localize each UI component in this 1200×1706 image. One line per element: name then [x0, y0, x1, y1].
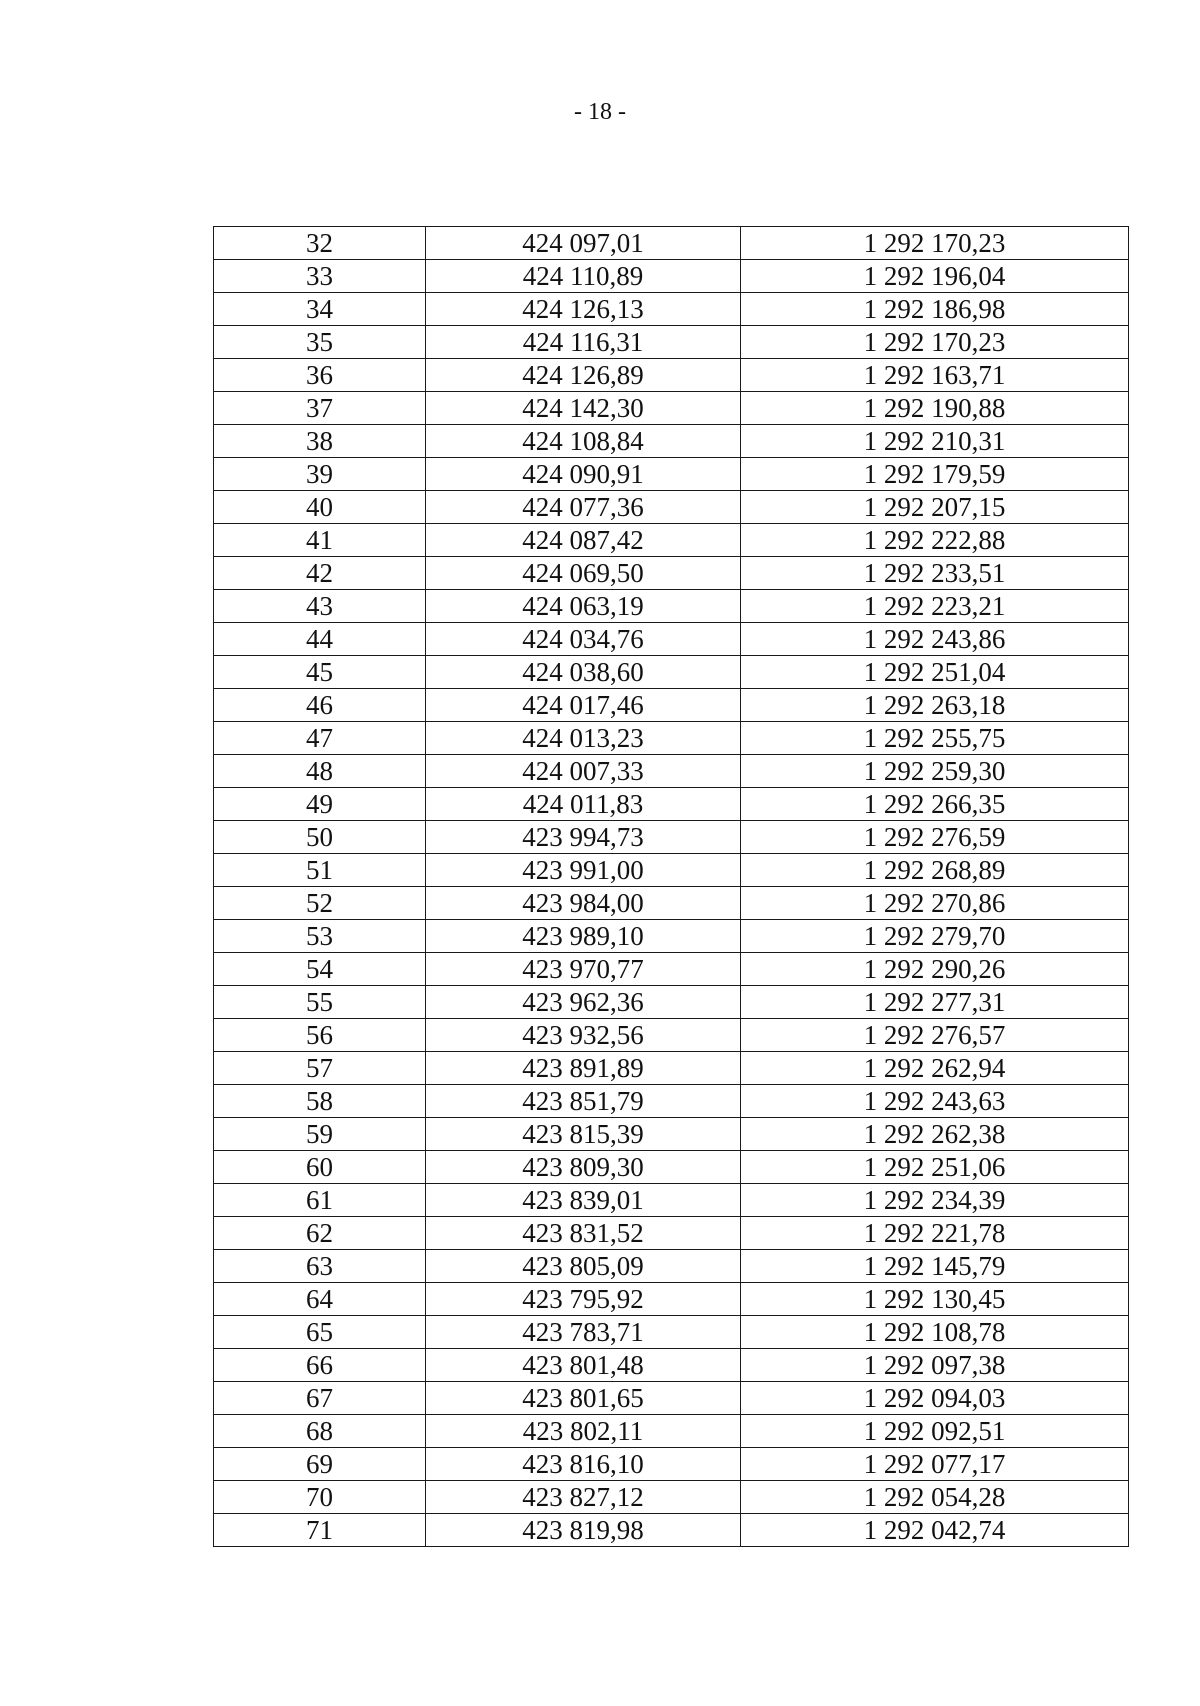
point-number-cell: 51: [214, 854, 426, 887]
table-row: [214, 293, 1129, 326]
x-coordinate-cell: 424 110,89: [426, 260, 741, 293]
table-row: [214, 1382, 1129, 1415]
x-coordinate-cell: 424 011,83: [426, 788, 741, 821]
table-row: [214, 689, 1129, 722]
point-number-cell: 63: [214, 1250, 426, 1283]
table-row: [214, 1052, 1129, 1085]
table-row: [214, 1151, 1129, 1184]
table-row: [214, 788, 1129, 821]
point-number-cell: 41: [214, 524, 426, 557]
point-number-cell: 62: [214, 1217, 426, 1250]
table-row: [214, 1514, 1129, 1547]
x-coordinate-cell: 424 142,30: [426, 392, 741, 425]
x-coordinate-cell: 423 815,39: [426, 1118, 741, 1151]
y-coordinate-cell: 1 292 042,74: [741, 1514, 1129, 1547]
x-coordinate-cell: 424 126,13: [426, 293, 741, 326]
y-coordinate-cell: 1 292 266,35: [741, 788, 1129, 821]
x-coordinate-cell: 423 783,71: [426, 1316, 741, 1349]
y-coordinate-cell: 1 292 170,23: [741, 326, 1129, 359]
point-number-cell: 68: [214, 1415, 426, 1448]
point-number-cell: 53: [214, 920, 426, 953]
point-number-cell: 39: [214, 458, 426, 491]
table-row: [214, 656, 1129, 689]
table-row: [214, 1448, 1129, 1481]
y-coordinate-cell: 1 292 268,89: [741, 854, 1129, 887]
x-coordinate-cell: 424 116,31: [426, 326, 741, 359]
y-coordinate-cell: 1 292 262,38: [741, 1118, 1129, 1151]
y-coordinate-cell: 1 292 243,86: [741, 623, 1129, 656]
y-coordinate-cell: 1 292 077,17: [741, 1448, 1129, 1481]
table-row: [214, 491, 1129, 524]
table-row: [214, 227, 1129, 260]
y-coordinate-cell: 1 292 276,57: [741, 1019, 1129, 1052]
table-row: [214, 854, 1129, 887]
x-coordinate-cell: 423 851,79: [426, 1085, 741, 1118]
point-number-cell: 38: [214, 425, 426, 458]
y-coordinate-cell: 1 292 270,86: [741, 887, 1129, 920]
point-number-cell: 64: [214, 1283, 426, 1316]
point-number-cell: 56: [214, 1019, 426, 1052]
x-coordinate-cell: 424 126,89: [426, 359, 741, 392]
y-coordinate-cell: 1 292 262,94: [741, 1052, 1129, 1085]
y-coordinate-cell: 1 292 097,38: [741, 1349, 1129, 1382]
x-coordinate-cell: 424 063,19: [426, 590, 741, 623]
table-row: [214, 260, 1129, 293]
x-coordinate-cell: 423 805,09: [426, 1250, 741, 1283]
table-row: [214, 326, 1129, 359]
x-coordinate-cell: 423 827,12: [426, 1481, 741, 1514]
x-coordinate-cell: 424 007,33: [426, 755, 741, 788]
y-coordinate-cell: 1 292 221,78: [741, 1217, 1129, 1250]
y-coordinate-cell: 1 292 243,63: [741, 1085, 1129, 1118]
x-coordinate-cell: 424 017,46: [426, 689, 741, 722]
point-number-cell: 34: [214, 293, 426, 326]
table-row: [214, 524, 1129, 557]
y-coordinate-cell: 1 292 255,75: [741, 722, 1129, 755]
table-row: [214, 458, 1129, 491]
x-coordinate-cell: 423 994,73: [426, 821, 741, 854]
point-number-cell: 48: [214, 755, 426, 788]
x-coordinate-cell: 423 801,48: [426, 1349, 741, 1382]
point-number-cell: 55: [214, 986, 426, 1019]
y-coordinate-cell: 1 292 163,71: [741, 359, 1129, 392]
x-coordinate-cell: 424 069,50: [426, 557, 741, 590]
x-coordinate-cell: 424 097,01: [426, 227, 741, 260]
point-number-cell: 40: [214, 491, 426, 524]
y-coordinate-cell: 1 292 276,59: [741, 821, 1129, 854]
x-coordinate-cell: 423 991,00: [426, 854, 741, 887]
y-coordinate-cell: 1 292 094,03: [741, 1382, 1129, 1415]
table-row: [214, 1349, 1129, 1382]
point-number-cell: 58: [214, 1085, 426, 1118]
y-coordinate-cell: 1 292 210,31: [741, 425, 1129, 458]
table-row: [214, 887, 1129, 920]
point-number-cell: 44: [214, 623, 426, 656]
x-coordinate-cell: 423 801,65: [426, 1382, 741, 1415]
y-coordinate-cell: 1 292 259,30: [741, 755, 1129, 788]
y-coordinate-cell: 1 292 145,79: [741, 1250, 1129, 1283]
coordinates-table: [213, 226, 1129, 1547]
coordinates-table-body: [214, 227, 1129, 1547]
table-row: [214, 1217, 1129, 1250]
point-number-cell: 46: [214, 689, 426, 722]
x-coordinate-cell: 423 802,11: [426, 1415, 741, 1448]
point-number-cell: 45: [214, 656, 426, 689]
point-number-cell: 50: [214, 821, 426, 854]
y-coordinate-cell: 1 292 263,18: [741, 689, 1129, 722]
point-number-cell: 36: [214, 359, 426, 392]
x-coordinate-cell: 424 034,76: [426, 623, 741, 656]
point-number-cell: 61: [214, 1184, 426, 1217]
y-coordinate-cell: 1 292 277,31: [741, 986, 1129, 1019]
table-row: [214, 1415, 1129, 1448]
x-coordinate-cell: 424 090,91: [426, 458, 741, 491]
page-number: - 18 -: [574, 99, 626, 125]
table-row: [214, 590, 1129, 623]
x-coordinate-cell: 423 932,56: [426, 1019, 741, 1052]
table-row: [214, 1283, 1129, 1316]
y-coordinate-cell: 1 292 092,51: [741, 1415, 1129, 1448]
point-number-cell: 60: [214, 1151, 426, 1184]
point-number-cell: 54: [214, 953, 426, 986]
table-row: [214, 920, 1129, 953]
y-coordinate-cell: 1 292 054,28: [741, 1481, 1129, 1514]
y-coordinate-cell: 1 292 222,88: [741, 524, 1129, 557]
y-coordinate-cell: 1 292 170,23: [741, 227, 1129, 260]
point-number-cell: 59: [214, 1118, 426, 1151]
table-row: [214, 1316, 1129, 1349]
table-row: [214, 1019, 1129, 1052]
table-row: [214, 1184, 1129, 1217]
y-coordinate-cell: 1 292 251,06: [741, 1151, 1129, 1184]
point-number-cell: 67: [214, 1382, 426, 1415]
x-coordinate-cell: 424 038,60: [426, 656, 741, 689]
point-number-cell: 66: [214, 1349, 426, 1382]
table-row: [214, 425, 1129, 458]
y-coordinate-cell: 1 292 223,21: [741, 590, 1129, 623]
point-number-cell: 33: [214, 260, 426, 293]
x-coordinate-cell: 423 831,52: [426, 1217, 741, 1250]
y-coordinate-cell: 1 292 233,51: [741, 557, 1129, 590]
table-row: [214, 821, 1129, 854]
x-coordinate-cell: 423 819,98: [426, 1514, 741, 1547]
table-row: [214, 986, 1129, 1019]
y-coordinate-cell: 1 292 186,98: [741, 293, 1129, 326]
x-coordinate-cell: 423 816,10: [426, 1448, 741, 1481]
point-number-cell: 32: [214, 227, 426, 260]
table-row: [214, 722, 1129, 755]
point-number-cell: 42: [214, 557, 426, 590]
x-coordinate-cell: 423 984,00: [426, 887, 741, 920]
x-coordinate-cell: 423 970,77: [426, 953, 741, 986]
y-coordinate-cell: 1 292 130,45: [741, 1283, 1129, 1316]
y-coordinate-cell: 1 292 179,59: [741, 458, 1129, 491]
point-number-cell: 49: [214, 788, 426, 821]
y-coordinate-cell: 1 292 290,26: [741, 953, 1129, 986]
point-number-cell: 69: [214, 1448, 426, 1481]
point-number-cell: 47: [214, 722, 426, 755]
table-row: [214, 359, 1129, 392]
table-row: [214, 1250, 1129, 1283]
point-number-cell: 37: [214, 392, 426, 425]
y-coordinate-cell: 1 292 251,04: [741, 656, 1129, 689]
y-coordinate-cell: 1 292 190,88: [741, 392, 1129, 425]
x-coordinate-cell: 424 108,84: [426, 425, 741, 458]
point-number-cell: 57: [214, 1052, 426, 1085]
point-number-cell: 71: [214, 1514, 426, 1547]
x-coordinate-cell: 423 809,30: [426, 1151, 741, 1184]
x-coordinate-cell: 423 989,10: [426, 920, 741, 953]
y-coordinate-cell: 1 292 108,78: [741, 1316, 1129, 1349]
y-coordinate-cell: 1 292 207,15: [741, 491, 1129, 524]
point-number-cell: 52: [214, 887, 426, 920]
table-row: [214, 623, 1129, 656]
x-coordinate-cell: 423 962,36: [426, 986, 741, 1019]
point-number-cell: 43: [214, 590, 426, 623]
x-coordinate-cell: 424 013,23: [426, 722, 741, 755]
table-row: [214, 755, 1129, 788]
x-coordinate-cell: 424 087,42: [426, 524, 741, 557]
table-row: [214, 1085, 1129, 1118]
table-row: [214, 1118, 1129, 1151]
point-number-cell: 35: [214, 326, 426, 359]
y-coordinate-cell: 1 292 279,70: [741, 920, 1129, 953]
table-row: [214, 392, 1129, 425]
table-row: [214, 557, 1129, 590]
x-coordinate-cell: 424 077,36: [426, 491, 741, 524]
y-coordinate-cell: 1 292 234,39: [741, 1184, 1129, 1217]
point-number-cell: 65: [214, 1316, 426, 1349]
x-coordinate-cell: 423 891,89: [426, 1052, 741, 1085]
table-row: [214, 1481, 1129, 1514]
y-coordinate-cell: 1 292 196,04: [741, 260, 1129, 293]
x-coordinate-cell: 423 795,92: [426, 1283, 741, 1316]
table-row: [214, 953, 1129, 986]
x-coordinate-cell: 423 839,01: [426, 1184, 741, 1217]
point-number-cell: 70: [214, 1481, 426, 1514]
